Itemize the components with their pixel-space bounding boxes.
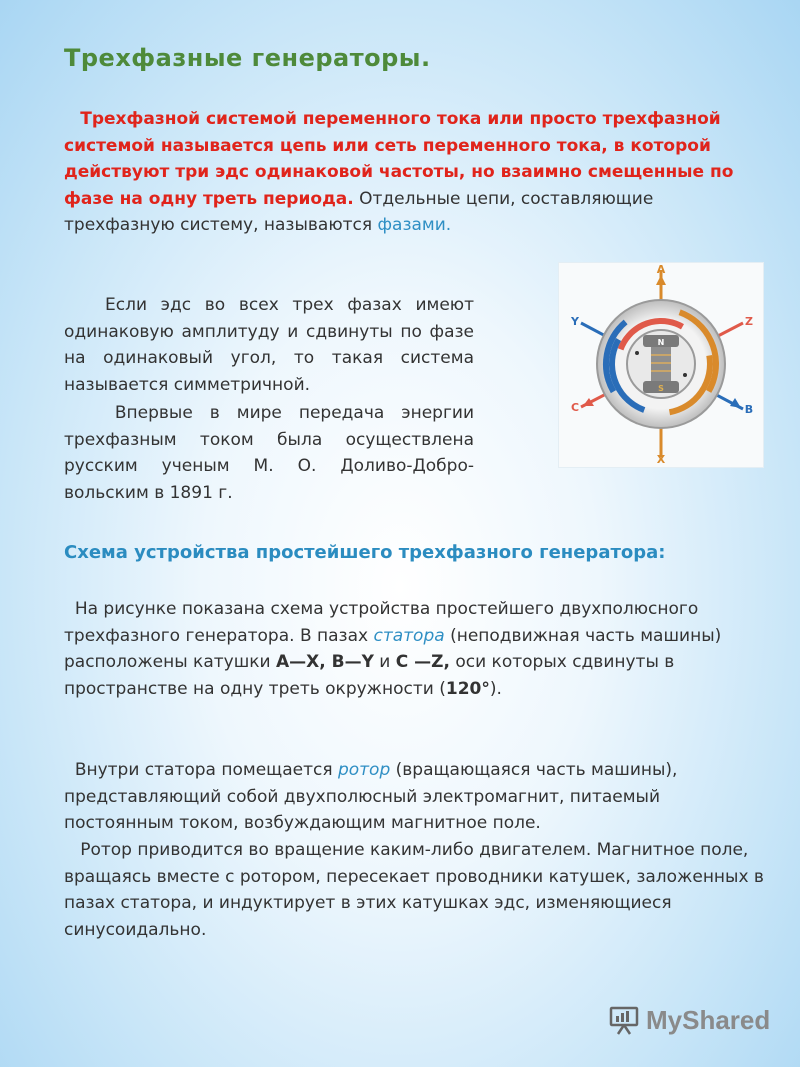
label-a: A <box>656 263 666 276</box>
label-b: B <box>744 403 754 416</box>
generator-diagram <box>558 262 764 468</box>
scheme-text-1: На рисунке показана схема устройства простейшего двухполюсного трехфазного генератора. В пазах <box>64 599 699 646</box>
label-x: X <box>656 453 666 466</box>
symmetric-paragraph <box>64 292 474 398</box>
scheme-paragraph <box>64 596 764 702</box>
term-stator: статора <box>373 625 445 646</box>
rotor-dot-icon-2 <box>683 373 687 377</box>
watermark-text: MyShared <box>646 1004 771 1035</box>
label-n: N <box>657 338 665 347</box>
label-c: C <box>570 401 580 414</box>
scheme-text-2: (неподвижная часть машины) расположены катушки <box>64 625 722 672</box>
intro-paragraph <box>64 106 764 239</box>
label-y: Y <box>571 315 579 328</box>
definition-text: Трехфазной системой переменного тока или просто трехфазной системой называется цепь или сеть переменного тока, в которой действуют три эдс одинаковой частоты, но взаимно смещенные по фазе на одну треть периода. <box>64 109 734 209</box>
label-z: Z <box>745 315 753 328</box>
presentation-board-icon <box>608 1004 640 1036</box>
page-title: Трехфазные генераторы. <box>64 44 431 72</box>
watermark <box>608 1004 770 1036</box>
angle-value: 120° <box>445 678 490 699</box>
intro-plain-text: Отдельные цепи, составляющие трехфазную систему, называются <box>64 188 654 235</box>
history-paragraph <box>64 400 474 506</box>
rotation-text: Ротор приводится во вращение каким-либо двигателем. Магнитное поле, вращаясь вместе с ротором, пересекает проводники катушек, заложенных в пазах статора, и индуктирует в этих катушках эдс, изменяющиеся синусоидально. <box>64 840 764 940</box>
rotor-text-2: (вращающаяся часть машины), представляющий собой двухполюсный электромагнит, питаемый постоянным током, возбуждающим магнитное поле. <box>64 760 678 833</box>
scheme-text-4: оси которых сдвинуты в пространстве на одну треть окружности ( <box>64 652 675 699</box>
rotor-paragraph <box>64 757 769 837</box>
coils-ax-by: А—Х, В—Y <box>275 652 374 672</box>
term-rotor: ротор <box>337 760 391 780</box>
generator-diagram-svg <box>559 263 763 467</box>
term-phases: фазами. <box>377 215 452 235</box>
label-s: S <box>658 384 664 393</box>
rotor-text-1: Внутри статора помещается <box>74 760 338 780</box>
rotor-dot-icon <box>635 351 639 355</box>
symmetric-text: Если эдс во всех трех фазах имеют одинаковую амплитуду и сдвинуты по фазе на одинаковый угол, то такая система называется симметричной. <box>64 295 474 395</box>
rotation-paragraph <box>64 837 769 943</box>
history-text: Впервые в мире передача энергии трехфазным током была осуществлена русским ученым М. О. Доливо-Добро-вольским в 1891 г. <box>64 403 474 503</box>
scheme-text-3: и <box>373 652 396 672</box>
coil-cz: С —Z, <box>395 652 450 672</box>
scheme-title: Схема устройства простейшего трехфазного генератора: <box>64 542 666 563</box>
arrow-a-icon <box>656 275 666 285</box>
scheme-text-5: ). <box>489 678 502 699</box>
